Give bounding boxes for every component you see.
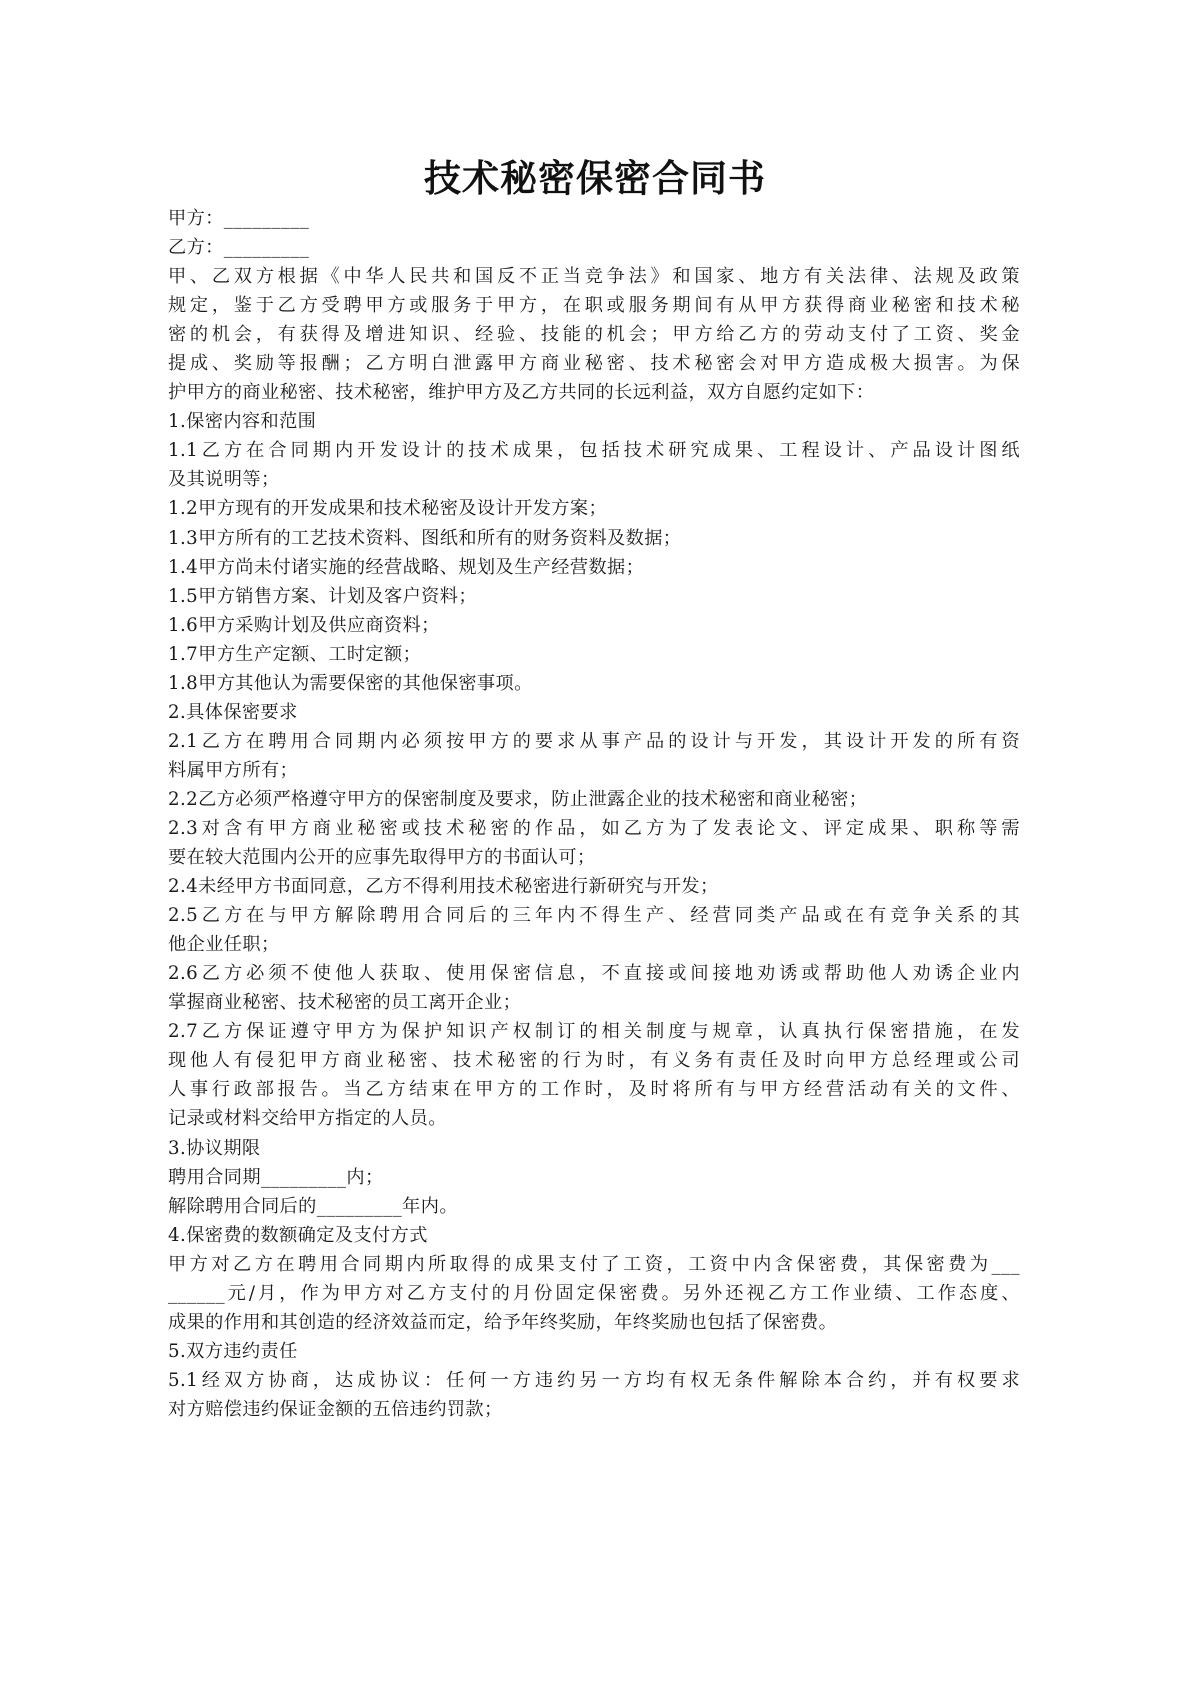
document-line: 2.具体保密要求 [168, 701, 298, 723]
document-line: 1.5甲方销售方案、计划及客户资料； [168, 585, 477, 607]
document-line: 1.1乙方在合同期内开发设计的技术成果，包括技术研究成果、工程设计、产品设计图纸 [168, 440, 1020, 462]
document-line: 2.2乙方必须严格遵守甲方的保密制度及要求，防止泄露企业的技术秘密和商业秘密； [168, 788, 868, 810]
document-line: 2.5乙方在与甲方解除聘用合同后的三年内不得生产、经营同类产品或在有竞争关系的其 [168, 905, 1020, 927]
document-line: 1.2甲方现有的开发成果和技术秘密及设计开发方案； [168, 498, 608, 520]
document-line: 人事行政部报告。当乙方结束在甲方的工作时，及时将所有与甲方经营活动有关的文件、 [168, 1079, 1020, 1101]
document-line: 掌握商业秘密、技术秘密的员工离开企业； [168, 992, 522, 1014]
document-line: 聘用合同期_________内； [168, 1166, 384, 1188]
document-line: 1.4甲方尚未付诸实施的经营战略、规划及生产经营数据； [168, 556, 645, 578]
document-line: 5.1经双方协商，达成协议：任何一方违约另一方均有权无条件解除本合约，并有权要求 [168, 1369, 1020, 1391]
document-line: 2.1乙方在聘用合同期内必须按甲方的要求从事产品的设计与开发，其设计开发的所有资 [168, 730, 1020, 752]
document-line: 甲、乙双方根据《中华人民共和国反不正当竞争法》和国家、地方有关法律、法规及政策 [168, 266, 1020, 288]
document-line: 成果的作用和其创造的经济效益而定，给予年终奖励，年终奖励也包括了保密费。 [168, 1311, 838, 1333]
document-line: 甲方：_________ [168, 208, 310, 229]
document-line: 他企业任职； [168, 934, 280, 956]
document-line: 解除聘用合同后的_________年内。 [168, 1195, 458, 1217]
document-line: 2.7乙方保证遵守甲方为保护知识产权制订的相关制度与规章，认真执行保密措施，在发 [168, 1021, 1020, 1043]
document-line: 1.6甲方采购计划及供应商资料； [168, 614, 440, 636]
document-line: 规定，鉴于乙方受聘甲方或服务于甲方，在职或服务期间有从甲方获得商业秘密和技术秘 [168, 295, 1020, 317]
document-line: 1.7甲方生产定额、工时定额； [168, 643, 422, 665]
document-line: 乙方：_________ [168, 237, 310, 259]
document-line: 甲方对乙方在聘用合同期内所取得的成果支付了工资，工资中内含保密费，其保密费为___ [168, 1253, 1020, 1275]
document-line: 1.保密内容和范围 [168, 411, 317, 433]
document-line: 及其说明等； [168, 469, 280, 491]
document-line: 要在较大范围内公开的应事先取得甲方的书面认可； [168, 847, 596, 869]
document-line: 料属甲方所有； [168, 759, 299, 781]
document-line: 4.保密费的数额确定及支付方式 [168, 1224, 428, 1246]
document-line: 提成、奖励等报酬；乙方明白泄露甲方商业秘密、技术秘密会对甲方造成极大损害。为保 [168, 353, 1020, 375]
document-line: 护甲方的商业秘密、技术秘密，维护甲方及乙方共同的长远利益，双方自愿约定如下： [168, 382, 875, 404]
document-line: 记录或材料交给甲方指定的人员。 [168, 1108, 447, 1130]
document-line: 对方赔偿违约保证金额的五倍违约罚款； [168, 1398, 503, 1420]
document-line: 5.双方违约责任 [168, 1340, 298, 1362]
document-title: 技术秘密保密合同书 [424, 157, 766, 200]
document-line: 2.4未经甲方书面同意，乙方不得利用技术秘密进行新研究与开发； [168, 876, 719, 898]
document-line: 现他人有侵犯甲方商业秘密、技术秘密的行为时，有义务有责任及时向甲方总经理或公司 [168, 1050, 1020, 1072]
document-line: 2.6乙方必须不使他人获取、使用保密信息，不直接或间接地劝诱或帮助他人劝诱企业内 [168, 963, 1020, 985]
document-line: 密的机会，有获得及增进知识、经验、技能的机会；甲方给乙方的劳动支付了工资、奖金 [168, 324, 1020, 346]
document-body [168, 204, 1028, 1424]
document-line: 2.3对含有甲方商业秘密或技术秘密的作品，如乙方为了发表论文、评定成果、职称等需 [168, 817, 1020, 839]
document-line: 1.8甲方其他认为需要保密的其他保密事项。 [168, 672, 533, 694]
document-line: ______元/月，作为甲方对乙方支付的月份固定保密费。另外还视乙方工作业绩、工作态度、 [168, 1282, 1020, 1304]
document-line: 3.协议期限 [168, 1137, 261, 1159]
document-line: 1.3甲方所有的工艺技术资料、图纸和所有的财务资料及数据； [168, 527, 682, 549]
